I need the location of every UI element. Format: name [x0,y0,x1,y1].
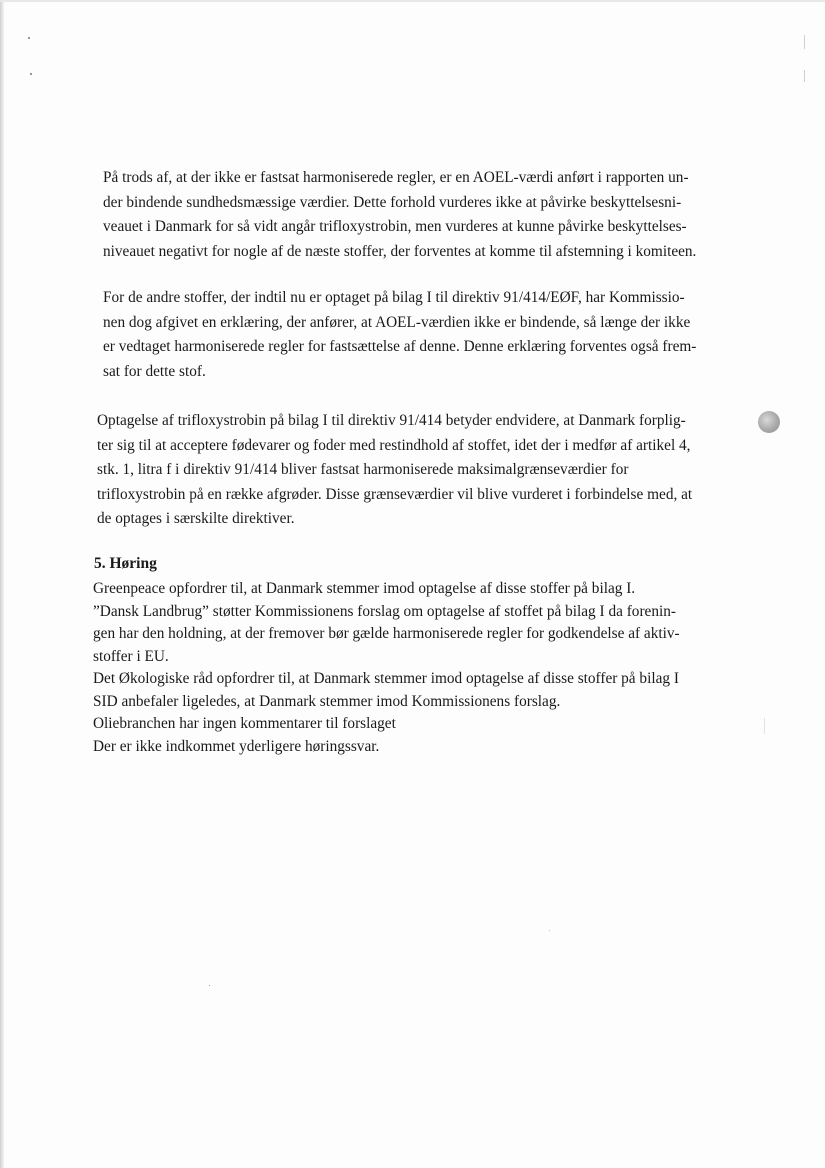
body-paragraph-aoel: På trods af, at der ikke er fastsat harmoniserede regler, er en AOEL-værdi anført i rapporten un- der bindende sundhedsmæssige værdier. Dette forhold vurderes ikke at påvirke beskyttelsesni- veauet i Danmark for så vidt angår trifloxystrobin, men vurderes at kunne påvirke beskyttelses- niveauet negativt for nogle af de næste stoffer, der forventes at komme til afstemning i komiteen. [103,169,697,260]
scan-speck [209,985,210,986]
scan-mark [804,70,805,82]
hearing-response-sid: SID anbefaler ligeledes, at Danmark stemmer imod Kommissionens forslag. [93,692,561,710]
hearing-response-closing: Der er ikke indkommet yderligere høringssvar. [93,737,380,755]
scan-edge-left [0,0,4,1168]
body-paragraph-other-substances: For de andre stoffer, der indtil nu er optaget på bilag I til direktiv 91/414/EØF, har Kommissio- nen dog afgivet en erklæring, der anfører, at AOEL-værdien ikke er bindende, så længe der ikke er vedtaget harmoniserede regler for fastsættelse af denne. Denne erklæring forventes også frem- sat for dette stof. [103,289,697,380]
scan-speck [28,37,30,39]
body-paragraph-residues: Optagelse af trifloxystrobin på bilag I til direktiv 91/414 betyder endvidere, at Danmark forplig- ter sig til at acceptere fødevarer og foder med restindhold af stoffet, idet der i medfør af artikel 4, stk. 1, litra f i direktiv 91/414 bliver fastsat harmoniserede maksimalgrænseværdier for trifloxystrobin på en række afgrøder. Disse grænseværdier vil blive vurderet i forbindelse med, at de optages i særskilte direktiver. [97,412,693,527]
scan-edge-top [0,0,825,2]
scan-mark [804,35,805,49]
hearing-responses-list [93,578,773,758]
section-heading-hearing: 5. Høring [94,555,157,572]
hearing-response-oekologiske-raad: Det Økologiske råd opfordrer til, at Danmark stemmer imod optagelse af disse stoffer på bilag I [93,670,679,687]
scan-speck [549,930,550,931]
hearing-response-greenpeace: Greenpeace opfordrer til, at Danmark stemmer imod optagelse af disse stoffer på bilag I. [93,580,636,597]
hearing-response-oliebranchen: Oliebranchen har ingen kommentarer til forslaget [93,715,396,732]
hearing-response-dansk-landbrug: ”Dansk Landbrug” støtter Kommissionens forslag om optagelse af stoffet på bilag I da forenin- gen har den holdning, at der fremover bør gælde harmoniserede regler for godkendelse af aktiv- stoffer i EU. [93,602,680,665]
scan-speck [30,73,32,75]
